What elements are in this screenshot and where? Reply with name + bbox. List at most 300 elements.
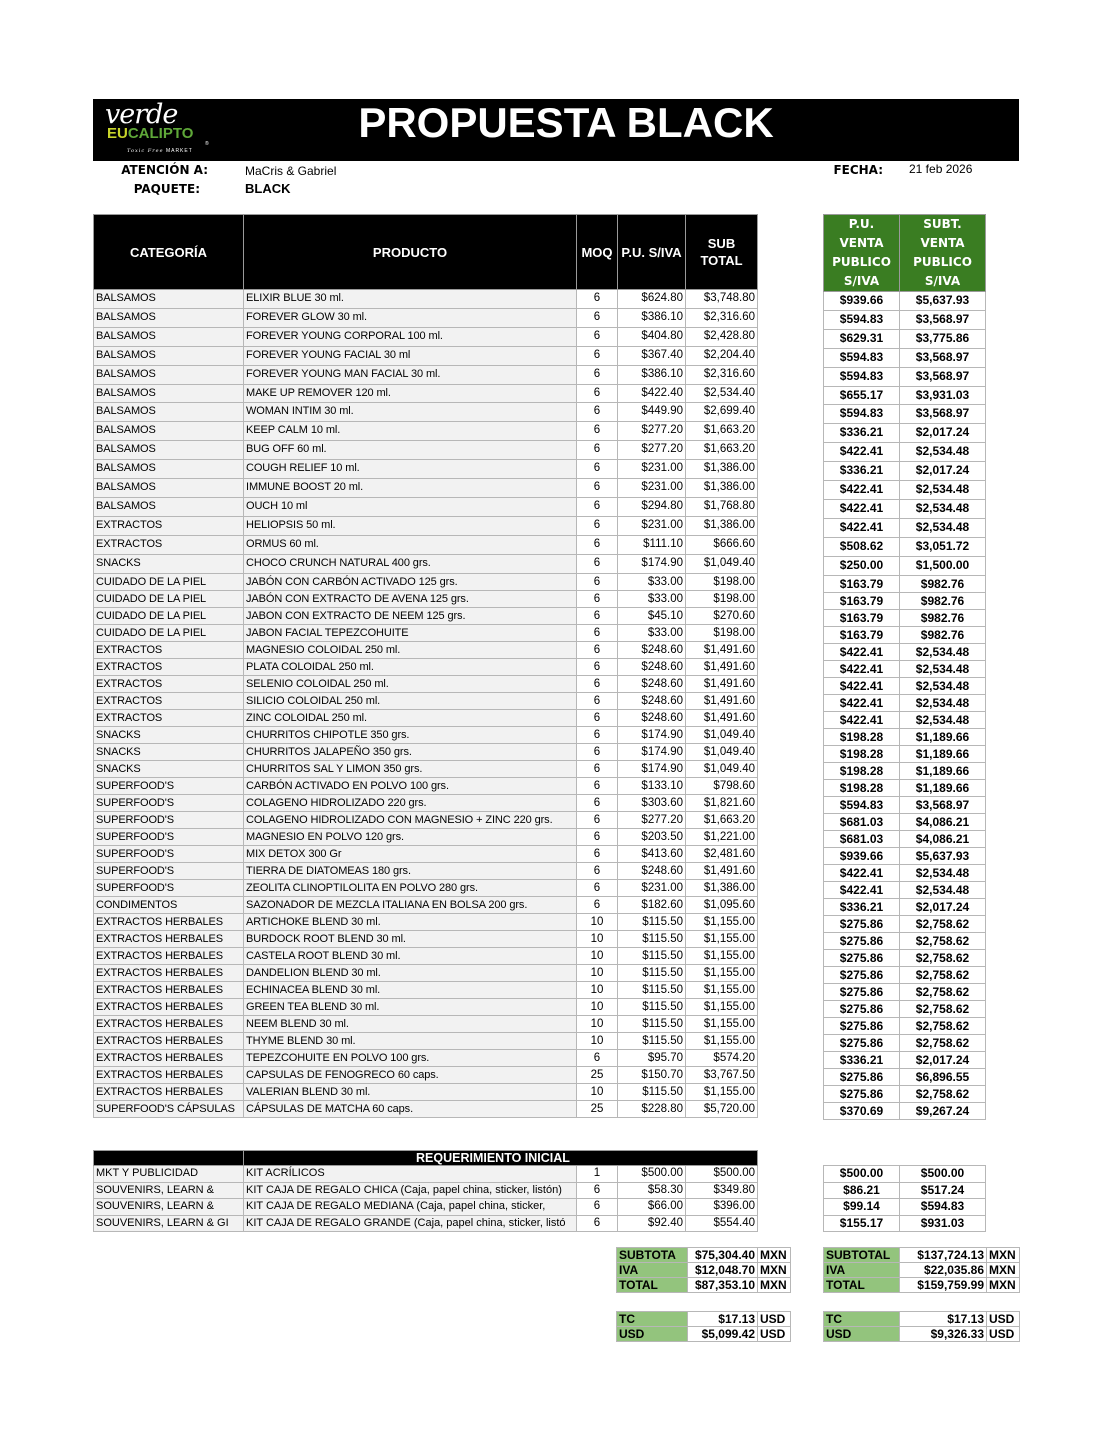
moq-cell: 6 — [577, 692, 618, 709]
category-cell: EXTRACTOS — [94, 709, 244, 726]
unit-price-cell: $386.10 — [618, 308, 686, 327]
subtotal-cell: $349.80 — [686, 1182, 758, 1199]
product-row — [94, 760, 758, 777]
initial-public-row — [824, 1215, 986, 1232]
category-cell: SUPERFOOD'S — [94, 811, 244, 828]
moq-cell: 6 — [577, 641, 618, 658]
subtotal-cell: $1,491.60 — [686, 862, 758, 879]
product-cell: CHOCO CRUNCH NATURAL 400 grs. — [244, 554, 577, 573]
unit-price-cell: $404.80 — [618, 327, 686, 346]
subtotal-cell: $1,155.00 — [686, 981, 758, 998]
public-unit-price-cell: $422.41 — [824, 677, 900, 694]
public-subtotal-row: SUBTOTAL $137,724.13 MXN — [824, 1248, 1020, 1263]
unit-price-cell: $115.50 — [618, 1083, 686, 1100]
subtotal-cell: $1,491.60 — [686, 641, 758, 658]
category-cell: BALSAMOS — [94, 290, 244, 309]
public-subtotal-cell: $2,758.62 — [900, 983, 986, 1000]
unit-price-cell: $248.60 — [618, 641, 686, 658]
category-cell: BALSAMOS — [94, 327, 244, 346]
public-subtotal-cell: $2,534.48 — [900, 518, 986, 537]
product-cell: TIERRA DE DIATOMEAS 180 grs. — [244, 862, 577, 879]
subtotal-cell: $1,663.20 — [686, 811, 758, 828]
unit-price-cell: $413.60 — [618, 845, 686, 862]
moq-cell: 6 — [577, 497, 618, 516]
subtotal-cell: $1,155.00 — [686, 947, 758, 964]
subtotal-cell: $1,049.40 — [686, 743, 758, 760]
product-row — [94, 726, 758, 743]
category-cell: SUPERFOOD'S — [94, 794, 244, 811]
category-cell: SUPERFOOD'S — [94, 845, 244, 862]
product-cell: ZINC COLOIDAL 250 ml. — [244, 709, 577, 726]
subtotal-cell: $1,155.00 — [686, 964, 758, 981]
category-cell: EXTRACTOS HERBALES — [94, 1083, 244, 1100]
public-unit-price-cell: $594.83 — [824, 796, 900, 813]
product-row — [94, 675, 758, 692]
public-unit-price-cell: $422.41 — [824, 518, 900, 537]
product-row — [94, 998, 758, 1015]
public-subtotal-cell: $2,534.48 — [900, 660, 986, 677]
public-price-row — [824, 1000, 986, 1017]
public-unit-price-cell: $275.86 — [824, 949, 900, 966]
product-cell: CHURRITOS SAL Y LIMON 350 grs. — [244, 760, 577, 777]
category-cell: EXTRACTOS HERBALES — [94, 1032, 244, 1049]
public-subtotal-cell: $3,775.86 — [900, 329, 986, 348]
subtotal-cell: $1,663.20 — [686, 422, 758, 441]
public-subtotal-cell: $517.24 — [900, 1182, 986, 1199]
category-cell: EXTRACTOS HERBALES — [94, 998, 244, 1015]
public-unit-price-cell: $336.21 — [824, 424, 900, 443]
product-row — [94, 947, 758, 964]
category-cell: EXTRACTOS HERBALES — [94, 1049, 244, 1066]
product-row — [94, 308, 758, 327]
header-category: CATEGORÍA — [94, 215, 244, 290]
public-unit-price-cell: $155.17 — [824, 1215, 900, 1232]
public-price-row — [824, 329, 986, 348]
public-unit-price-cell: $86.21 — [824, 1182, 900, 1199]
unit-price-cell: $66.00 — [618, 1199, 686, 1216]
public-subtotal-cell: $3,931.03 — [900, 386, 986, 405]
public-price-row — [824, 518, 986, 537]
product-row — [94, 1032, 758, 1049]
public-unit-price-cell: $275.86 — [824, 1017, 900, 1034]
unit-price-cell: $133.10 — [618, 777, 686, 794]
cost-exchange-table — [616, 1311, 791, 1342]
product-cell: OUCH 10 ml — [244, 497, 577, 516]
public-unit-price-cell: $939.66 — [824, 847, 900, 864]
public-price-row — [824, 847, 986, 864]
category-cell: MKT Y PUBLICIDAD — [94, 1166, 244, 1183]
unit-price-cell: $367.40 — [618, 346, 686, 365]
product-cell: ZEOLITA CLINOPTILOLITA EN POLVO 280 grs. — [244, 879, 577, 896]
unit-price-cell: $182.60 — [618, 896, 686, 913]
public-price-row — [824, 881, 986, 898]
product-row — [94, 845, 758, 862]
logo-script-text: verde — [105, 99, 178, 130]
category-cell: EXTRACTOS HERBALES — [94, 981, 244, 998]
public-unit-price-cell: $594.83 — [824, 405, 900, 424]
moq-cell: 10 — [577, 981, 618, 998]
product-cell: WOMAN INTIM 30 ml. — [244, 403, 577, 422]
category-cell: CUIDADO DE LA PIEL — [94, 590, 244, 607]
public-price-row — [824, 813, 986, 830]
public-subtotal-cell: $2,017.24 — [900, 424, 986, 443]
product-cell: VALERIAN BLEND 30 ml. — [244, 1083, 577, 1100]
public-unit-price-cell: $163.79 — [824, 575, 900, 592]
public-unit-price-cell: $275.86 — [824, 1034, 900, 1051]
public-subtotal-cell: $2,758.62 — [900, 915, 986, 932]
product-row — [94, 862, 758, 879]
product-cell: ORMUS 60 ml. — [244, 535, 577, 554]
category-cell: SNACKS — [94, 726, 244, 743]
moq-cell: 6 — [577, 828, 618, 845]
category-cell: EXTRACTOS — [94, 535, 244, 554]
subtotal-cell: $2,316.60 — [686, 365, 758, 384]
category-cell: SUPERFOOD'S — [94, 862, 244, 879]
product-cell: FOREVER GLOW 30 ml. — [244, 308, 577, 327]
header-banner — [93, 99, 1019, 161]
product-cell: ECHINACEA BLEND 30 ml. — [244, 981, 577, 998]
public-price-row — [824, 694, 986, 711]
initial-row — [94, 1199, 758, 1216]
page-title: PROPUESTA BLACK — [358, 99, 774, 146]
public-price-row — [824, 424, 986, 443]
public-unit-price-cell: $422.41 — [824, 660, 900, 677]
public-subtotal-cell: $2,534.48 — [900, 864, 986, 881]
public-unit-price-cell: $275.86 — [824, 932, 900, 949]
moq-cell: 6 — [577, 624, 618, 641]
product-cell: SAZONADOR DE MEZCLA ITALIANA EN BOLSA 200 grs. — [244, 896, 577, 913]
public-price-row — [824, 1034, 986, 1051]
public-subtotal-cell: $5,637.93 — [900, 847, 986, 864]
product-row — [94, 913, 758, 930]
moq-cell: 6 — [577, 516, 618, 535]
public-price-row — [824, 677, 986, 694]
subtotal-cell: $270.60 — [686, 607, 758, 624]
public-unit-price-cell: $336.21 — [824, 898, 900, 915]
unit-price-cell: $92.40 — [618, 1215, 686, 1232]
product-cell: SELENIO COLOIDAL 250 ml. — [244, 675, 577, 692]
public-price-row — [824, 367, 986, 386]
public-unit-price-cell: $275.86 — [824, 966, 900, 983]
public-subtotal-cell: $2,017.24 — [900, 462, 986, 481]
moq-cell: 6 — [577, 845, 618, 862]
product-row — [94, 441, 758, 460]
header-public-subtotal: SUBT. VENTA PUBLICO S/IVA — [900, 215, 986, 292]
product-row — [94, 384, 758, 403]
subtotal-cell: $2,316.60 — [686, 308, 758, 327]
product-cell: CHURRITOS JALAPEÑO 350 grs. — [244, 743, 577, 760]
moq-cell: 6 — [577, 1215, 618, 1232]
initial-table-header — [94, 1151, 758, 1166]
product-cell: TEPEZCOHUITE EN POLVO 100 grs. — [244, 1049, 577, 1066]
moq-cell: 10 — [577, 1032, 618, 1049]
moq-cell: 6 — [577, 384, 618, 403]
public-unit-price-cell: $336.21 — [824, 1051, 900, 1068]
public-subtotal-cell: $2,758.62 — [900, 966, 986, 983]
product-row — [94, 607, 758, 624]
moq-cell: 6 — [577, 794, 618, 811]
public-price-row — [824, 898, 986, 915]
public-unit-price-cell: $681.03 — [824, 813, 900, 830]
public-price-row — [824, 348, 986, 367]
public-price-row — [824, 1017, 986, 1034]
public-price-row — [824, 592, 986, 609]
public-subtotal-cell: $3,568.97 — [900, 348, 986, 367]
header-moq: MOQ — [577, 215, 618, 290]
public-subtotal-cell: $2,017.24 — [900, 1051, 986, 1068]
product-cell: GREEN TEA BLEND 30 ml. — [244, 998, 577, 1015]
product-cell: KIT CAJA DE REGALO CHICA (Caja, papel china, sticker, listón) — [244, 1182, 577, 1199]
public-unit-price-cell: $422.41 — [824, 443, 900, 462]
unit-price-cell: $231.00 — [618, 479, 686, 498]
public-tc-row: TC $17.13 USD — [824, 1312, 1020, 1327]
product-row — [94, 327, 758, 346]
product-row — [94, 879, 758, 896]
category-cell: CUIDADO DE LA PIEL — [94, 607, 244, 624]
product-cell: IMMUNE BOOST 20 ml. — [244, 479, 577, 498]
category-cell: SUPERFOOD'S — [94, 828, 244, 845]
product-cell: SILICIO COLOIDAL 250 ml. — [244, 692, 577, 709]
public-unit-price-cell: $198.28 — [824, 728, 900, 745]
product-cell: CASTELA ROOT BLEND 30 ml. — [244, 947, 577, 964]
initial-requirement-title: REQUERIMIENTO INICIAL — [244, 1151, 758, 1166]
cost-tc-row: TC $17.13 USD — [617, 1312, 791, 1327]
public-price-row — [824, 443, 986, 462]
moq-cell: 6 — [577, 675, 618, 692]
public-subtotal-cell: $2,758.62 — [900, 932, 986, 949]
product-cell: JABÓN CON CARBÓN ACTIVADO 125 grs. — [244, 573, 577, 590]
public-subtotal-cell: $982.76 — [900, 575, 986, 592]
category-cell: EXTRACTOS — [94, 692, 244, 709]
product-cell: MAGNESIO COLOIDAL 250 ml. — [244, 641, 577, 658]
product-row — [94, 460, 758, 479]
product-row — [94, 1066, 758, 1083]
subtotal-cell: $1,386.00 — [686, 479, 758, 498]
logo-tagline: Toxic Free MARKET — [127, 148, 193, 154]
unit-price-cell: $115.50 — [618, 981, 686, 998]
category-cell: EXTRACTOS HERBALES — [94, 1066, 244, 1083]
public-unit-price-cell: $275.86 — [824, 1000, 900, 1017]
public-unit-price-cell: $422.41 — [824, 694, 900, 711]
public-price-row — [824, 1051, 986, 1068]
public-subtotal-cell: $1,189.66 — [900, 728, 986, 745]
header-unit-price: P.U. S/IVA — [618, 215, 686, 290]
unit-price-cell: $115.50 — [618, 930, 686, 947]
product-cell: ARTICHOKE BLEND 30 ml. — [244, 913, 577, 930]
moq-cell: 10 — [577, 964, 618, 981]
unit-price-cell: $174.90 — [618, 726, 686, 743]
public-price-row — [824, 983, 986, 1000]
initial-row — [94, 1182, 758, 1199]
subtotal-cell: $798.60 — [686, 777, 758, 794]
public-price-row — [824, 626, 986, 643]
public-unit-price-cell: $422.41 — [824, 481, 900, 500]
subtotal-cell: $574.20 — [686, 1049, 758, 1066]
product-cell: FOREVER YOUNG CORPORAL 100 ml. — [244, 327, 577, 346]
unit-price-cell: $624.80 — [618, 290, 686, 309]
public-price-row — [824, 609, 986, 626]
unit-price-cell: $115.50 — [618, 947, 686, 964]
public-unit-price-cell: $275.86 — [824, 1068, 900, 1085]
product-cell: BURDOCK ROOT BLEND 30 ml. — [244, 930, 577, 947]
attention-label: ATENCIÓN A: — [121, 163, 208, 177]
product-row — [94, 930, 758, 947]
unit-price-cell: $115.50 — [618, 1015, 686, 1032]
moq-cell: 6 — [577, 726, 618, 743]
public-unit-price-cell: $594.83 — [824, 367, 900, 386]
product-row — [94, 692, 758, 709]
public-subtotal-cell: $3,568.97 — [900, 367, 986, 386]
unit-price-cell: $231.00 — [618, 516, 686, 535]
category-cell: SOUVENIRS, LEARN & GI — [94, 1215, 244, 1232]
moq-cell: 6 — [577, 862, 618, 879]
initial-public-row — [824, 1166, 986, 1183]
moq-cell: 10 — [577, 930, 618, 947]
product-cell: MIX DETOX 300 Gr — [244, 845, 577, 862]
unit-price-cell: $277.20 — [618, 422, 686, 441]
product-cell: KEEP CALM 10 ml. — [244, 422, 577, 441]
cost-table — [93, 214, 758, 1118]
unit-price-cell: $95.70 — [618, 1049, 686, 1066]
public-price-row — [824, 660, 986, 677]
moq-cell: 6 — [577, 658, 618, 675]
public-unit-price-cell: $655.17 — [824, 386, 900, 405]
category-cell: SUPERFOOD'S CÁPSULAS — [94, 1100, 244, 1117]
moq-cell: 6 — [577, 590, 618, 607]
unit-price-cell: $174.90 — [618, 554, 686, 573]
moq-cell: 6 — [577, 896, 618, 913]
moq-cell: 1 — [577, 1166, 618, 1183]
public-unit-price-cell: $198.28 — [824, 779, 900, 796]
public-subtotal-cell: $2,758.62 — [900, 949, 986, 966]
date-value: 21 feb 2026 — [909, 162, 973, 176]
public-subtotal-cell: $594.83 — [900, 1199, 986, 1216]
public-price-row — [824, 949, 986, 966]
initial-requirement-table — [93, 1150, 758, 1232]
public-iva-row: IVA $22,035.86 MXN — [824, 1263, 1020, 1278]
public-subtotal-cell: $3,568.97 — [900, 796, 986, 813]
moq-cell: 6 — [577, 441, 618, 460]
moq-cell: 6 — [577, 535, 618, 554]
public-price-row — [824, 864, 986, 881]
public-unit-price-cell: $508.62 — [824, 537, 900, 556]
public-unit-price-cell: $594.83 — [824, 310, 900, 329]
subtotal-cell: $1,155.00 — [686, 998, 758, 1015]
unit-price-cell: $248.60 — [618, 658, 686, 675]
subtotal-cell: $1,155.00 — [686, 1032, 758, 1049]
product-row — [94, 709, 758, 726]
unit-price-cell: $174.90 — [618, 743, 686, 760]
logo-brand-text: EUCALIPTO — [107, 125, 194, 142]
public-unit-price-cell: $681.03 — [824, 830, 900, 847]
product-row — [94, 964, 758, 981]
public-price-table — [823, 214, 986, 1120]
public-unit-price-cell: $336.21 — [824, 462, 900, 481]
unit-price-cell: $277.20 — [618, 811, 686, 828]
public-price-row — [824, 1085, 986, 1102]
public-unit-price-cell: $163.79 — [824, 592, 900, 609]
unit-price-cell: $115.50 — [618, 1032, 686, 1049]
moq-cell: 25 — [577, 1066, 618, 1083]
unit-price-cell: $115.50 — [618, 998, 686, 1015]
public-unit-price-cell: $939.66 — [824, 292, 900, 311]
public-subtotal-cell: $3,051.72 — [900, 537, 986, 556]
product-cell: FOREVER YOUNG FACIAL 30 ml — [244, 346, 577, 365]
public-subtotal-cell: $2,534.48 — [900, 694, 986, 711]
moq-cell: 10 — [577, 913, 618, 930]
product-row — [94, 743, 758, 760]
public-subtotal-cell: $2,534.48 — [900, 499, 986, 518]
unit-price-cell: $248.60 — [618, 675, 686, 692]
product-row — [94, 590, 758, 607]
category-cell: BALSAMOS — [94, 346, 244, 365]
subtotal-cell: $666.60 — [686, 535, 758, 554]
public-unit-price-cell: $198.28 — [824, 762, 900, 779]
category-cell: EXTRACTOS HERBALES — [94, 913, 244, 930]
public-subtotal-cell: $2,534.48 — [900, 677, 986, 694]
product-row — [94, 516, 758, 535]
category-cell: EXTRACTOS — [94, 658, 244, 675]
registered-mark-icon: ® — [205, 141, 209, 147]
moq-cell: 6 — [577, 327, 618, 346]
public-unit-price-cell: $275.86 — [824, 1085, 900, 1102]
subtotal-cell: $1,386.00 — [686, 516, 758, 535]
category-cell: EXTRACTOS HERBALES — [94, 1015, 244, 1032]
moq-cell: 6 — [577, 811, 618, 828]
subtotal-cell: $2,204.40 — [686, 346, 758, 365]
public-subtotal-cell: $3,568.97 — [900, 310, 986, 329]
product-cell: JABON FACIAL TEPEZCOHUITE — [244, 624, 577, 641]
product-cell: KIT CAJA DE REGALO GRANDE (Caja, papel china, sticker, listó — [244, 1215, 577, 1232]
unit-price-cell: $248.60 — [618, 709, 686, 726]
category-cell: SUPERFOOD'S — [94, 777, 244, 794]
subtotal-cell: $3,767.50 — [686, 1066, 758, 1083]
public-unit-price-cell: $198.28 — [824, 745, 900, 762]
public-price-row — [824, 643, 986, 660]
product-row — [94, 1100, 758, 1117]
cost-usd-row: USD $5,099.42 USD — [617, 1327, 791, 1342]
subtotal-cell: $1,095.60 — [686, 896, 758, 913]
subtotal-cell: $1,155.00 — [686, 930, 758, 947]
subtotal-cell: $1,049.40 — [686, 726, 758, 743]
public-subtotal-cell: $982.76 — [900, 592, 986, 609]
subtotal-cell: $396.00 — [686, 1199, 758, 1216]
unit-price-cell: $277.20 — [618, 441, 686, 460]
subtotal-cell: $1,155.00 — [686, 1083, 758, 1100]
subtotal-cell: $1,821.60 — [686, 794, 758, 811]
public-subtotal-cell: $5,637.93 — [900, 292, 986, 311]
header-public-unit: P.U. VENTA PUBLICO S/IVA — [824, 215, 900, 292]
public-subtotal-cell: $500.00 — [900, 1166, 986, 1183]
product-cell: KIT CAJA DE REGALO MEDIANA (Caja, papel china, sticker, — [244, 1199, 577, 1216]
category-cell: BALSAMOS — [94, 403, 244, 422]
subtotal-cell: $1,491.60 — [686, 692, 758, 709]
subtotal-cell: $1,386.00 — [686, 879, 758, 896]
category-cell: BALSAMOS — [94, 479, 244, 498]
product-cell: ELIXIR BLUE 30 ml. — [244, 290, 577, 309]
public-price-row — [824, 779, 986, 796]
public-subtotal-cell: $2,758.62 — [900, 1085, 986, 1102]
package-label: PAQUETE: — [133, 182, 200, 196]
public-subtotal-cell: $1,189.66 — [900, 762, 986, 779]
category-cell: SOUVENIRS, LEARN & — [94, 1199, 244, 1216]
subtotal-cell: $1,768.80 — [686, 497, 758, 516]
unit-price-cell: $33.00 — [618, 573, 686, 590]
unit-price-cell: $248.60 — [618, 692, 686, 709]
product-row — [94, 554, 758, 573]
product-cell: CÁPSULAS DE MATCHA 60 caps. — [244, 1100, 577, 1117]
category-cell: EXTRACTOS — [94, 641, 244, 658]
